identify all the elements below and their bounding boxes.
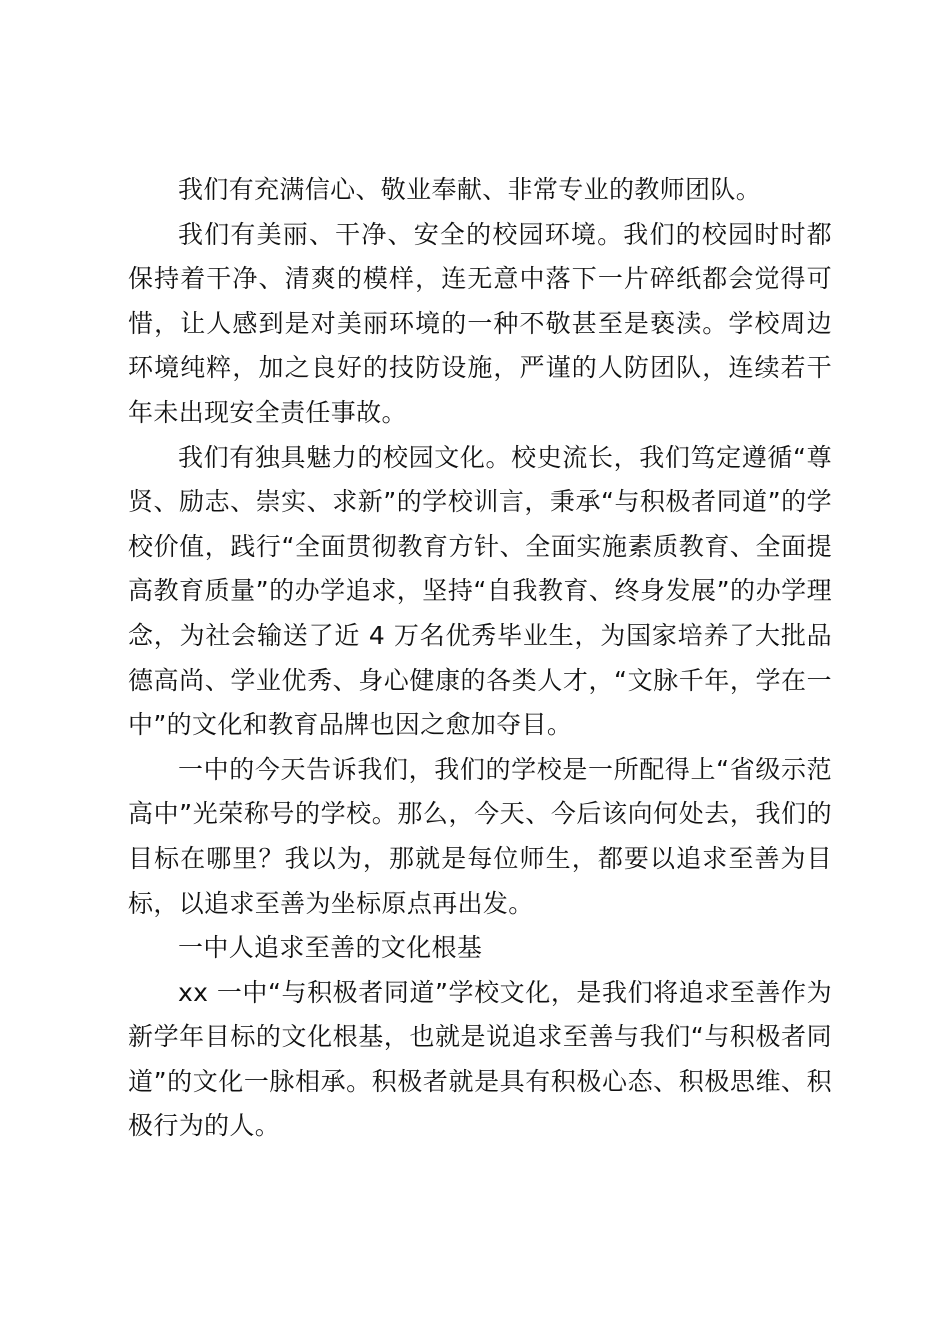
paragraph-teacher-team: 我们有充满信心、敬业奉献、非常专业的教师团队。 xyxy=(178,175,762,204)
document-body xyxy=(128,168,832,1149)
paragraph-campus-environment: 我们有美丽、干净、安全的校园环境。我们的校园时时都保持着干净、清爽的模样，连无意中落下一片碎纸都会觉得可惜，让人感到是对美丽环境的一种不敬甚至是亵渎。学校周边环境纯粹，加之良好的技防设施，严谨的人防团队，连续若干年未出现安全责任事故。 xyxy=(128,219,832,427)
paragraph-school-goal: 一中的今天告诉我们，我们的学校是一所配得上“省级示范高中”光荣称号的学校。那么，今天、今后该向何处去，我们的目标在哪里？我以为，那就是每位师生，都要以追求至善为目标，以追求至善为坐标原点再出发。 xyxy=(128,754,832,918)
paragraph-campus-culture: 我们有独具魅力的校园文化。校史流长，我们笃定遵循“尊贤、励志、崇实、求新”的学校训言，秉承“与积极者同道”的学校价值，践行“全面贯彻教育方针、全面实施素质教育、全面提高教育质量”的办学追求，坚持“自我教育、终身发展”的办学理念，为社会输送了近 4 万名优秀毕业生，为国家培养了大批品德高尚、学业优秀、身心健康的各类人才，“文脉千年，学在一中”的文化和教育品牌也因之愈加夺目。 xyxy=(128,442,832,740)
paragraph-school-culture: xx 一中“与积极者同道”学校文化，是我们将追求至善作为新学年目标的文化根基，也就是说追求至善与我们“与积极者同道”的文化一脉相承。积极者就是具有积极心态、积极思维、积极行为的人。 xyxy=(128,977,832,1141)
section-heading-cultural-foundation: 一中人追求至善的文化根基 xyxy=(178,933,483,963)
